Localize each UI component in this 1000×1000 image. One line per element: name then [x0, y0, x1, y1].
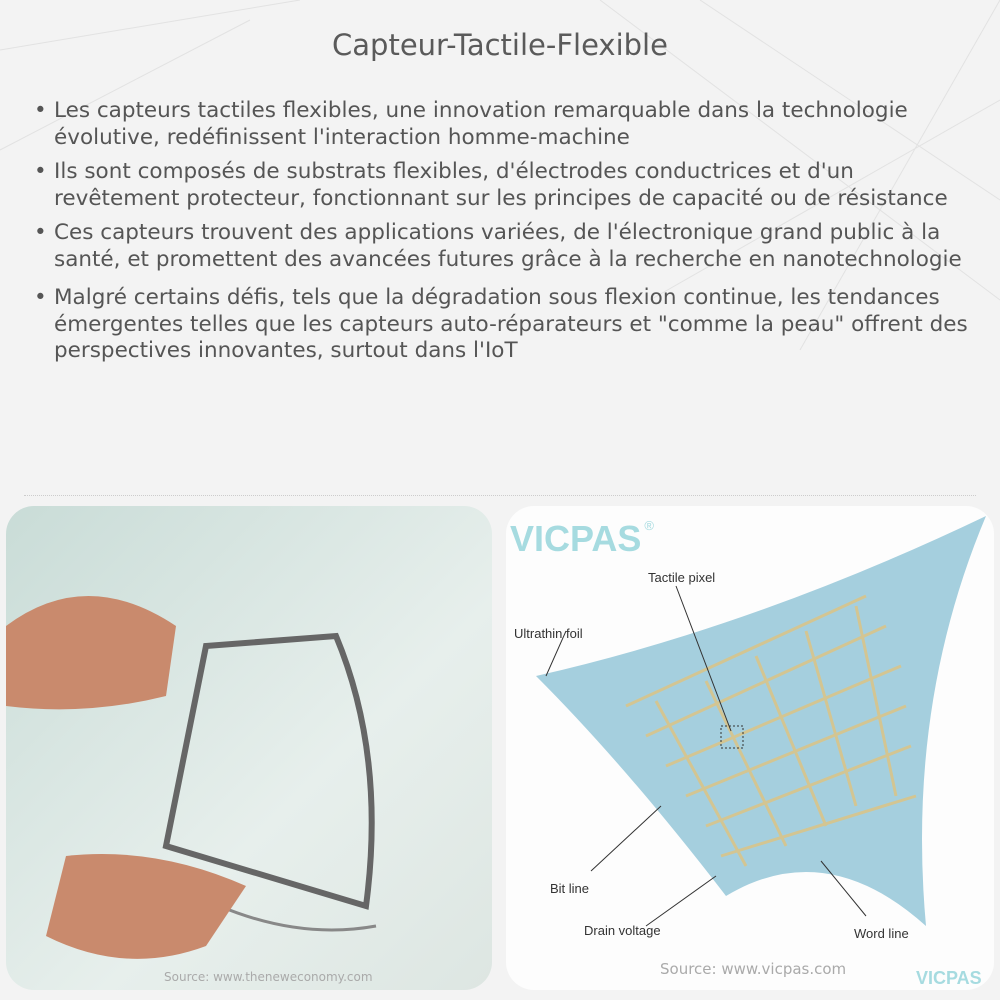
- label-drain-voltage: Drain voltage: [584, 923, 661, 938]
- sensor-foil-diagram: [506, 506, 994, 990]
- divider: [24, 495, 976, 496]
- vicpas-logo-group: [510, 518, 654, 560]
- sensor-diagram: [506, 506, 994, 990]
- bullet-item: • Ils sont composés de substrats flexibles, d'électrodes conductrices et d'un revêtement protecteur, fonctionnant sur les principes de capacité ou de résistance: [30, 159, 980, 212]
- registered-mark: ®: [644, 518, 654, 533]
- page-title: Capteur-Tactile-Flexible: [332, 28, 668, 62]
- hand-bottom: [46, 854, 246, 959]
- vicpas-logo: VICPAS: [510, 518, 642, 559]
- label-bit-line: Bit line: [550, 881, 590, 896]
- bullet-list: [30, 98, 980, 373]
- hand-top: [6, 596, 176, 709]
- ultrathin-foil-shape: [536, 516, 986, 926]
- bullet-item: • Les capteurs tactiles flexibles, une innovation remarquable dans la technologie évolutive, redéfinissent l'interaction homme-machine: [30, 98, 980, 151]
- label-word-line: Word line: [854, 926, 909, 941]
- flexible-sensor-illustration: [6, 506, 492, 990]
- flexible-sensor-photo: [6, 506, 492, 990]
- bullet-item: • Ces capteurs trouvent des applications variées, de l'électronique grand public à la santé, et promettent des avancées futures grâce à la recherche en nanotechnologie: [30, 220, 980, 273]
- label-tactile-pixel: Tactile pixel: [648, 570, 716, 585]
- label-ultrathin-foil: Ultrathin foil: [514, 626, 583, 641]
- image-source: Source: www.theneweconomy.com: [164, 970, 373, 984]
- image-source: Source: www.vicpas.com: [660, 960, 847, 978]
- sensor-trace: [166, 636, 372, 906]
- vicpas-logo-small: VICPAS: [916, 968, 982, 988]
- bullet-item: • Malgré certains défis, tels que la dégradation sous flexion continue, les tendances émergentes telles que les capteurs auto-réparateurs et "comme la peau" offrent des perspectives innovantes, surtout dans l'IoT: [30, 285, 980, 365]
